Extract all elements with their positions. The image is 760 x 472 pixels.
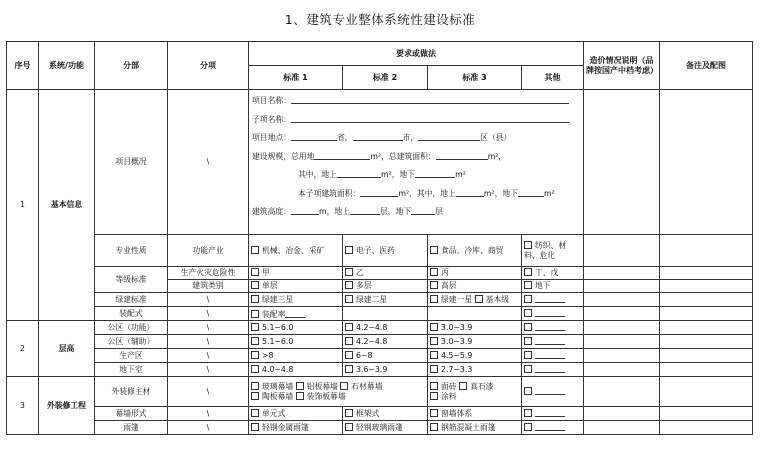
checkbox-icon xyxy=(459,382,467,390)
header-other: 其他 xyxy=(522,66,584,90)
table-row: 等级标准 生产火灾危险性 甲 乙 丙 丁、戊 xyxy=(7,267,753,280)
item-cell: \ xyxy=(168,377,249,407)
checkbox-icon xyxy=(251,281,259,289)
header-standard-1: 标准 1 xyxy=(249,66,343,90)
item-cell: \ xyxy=(168,293,249,307)
part-cell: 项目概况 xyxy=(95,90,168,235)
item-cell: \ xyxy=(168,407,249,421)
checkbox-icon xyxy=(430,337,438,345)
checkbox-icon xyxy=(251,409,259,417)
subitem-area-line: 本子项建筑面积： m²，其中，地上 m²，地下 m² xyxy=(298,188,555,198)
checkbox-icon xyxy=(430,423,438,431)
item-cell: \ xyxy=(168,421,249,435)
checkbox-icon xyxy=(251,365,259,373)
std3-cell: 食品、冷库、商贸 xyxy=(428,235,522,267)
checkbox-icon xyxy=(524,365,532,373)
table-row xyxy=(7,90,753,235)
header-part: 分部 xyxy=(95,42,168,90)
checkbox-icon xyxy=(345,323,353,331)
part-cell: 等级标准 xyxy=(95,267,168,293)
checkbox-icon xyxy=(251,423,259,431)
checkbox-icon xyxy=(345,423,353,431)
part-cell: 专业性质 xyxy=(95,235,168,267)
checkbox-icon xyxy=(251,246,259,254)
header-cost: 造价情况说明（品牌按国产中档考虑） xyxy=(584,42,660,90)
subitem-name-line: 子项名称： xyxy=(252,111,580,130)
table-row: 2 层高 公区（功能） \ 5.1~6.0 4.2~4.8 3.0~3.9 xyxy=(7,321,753,335)
checkbox-icon xyxy=(524,387,532,395)
table-row: 生产区 \ >8 6~8 4.5~5.9 xyxy=(7,349,753,363)
checkbox-icon xyxy=(524,337,532,345)
checkbox-icon xyxy=(524,309,532,317)
item-cell: \ xyxy=(168,321,249,335)
checkbox-icon xyxy=(430,246,438,254)
header-requirements: 要求或做法 xyxy=(249,42,584,66)
table-row: 雨篷 \ 轻钢金属雨篷 轻钢玻璃雨篷 钢筋混凝土雨篷 xyxy=(7,421,753,435)
item-cell: 建筑类别 xyxy=(168,280,249,293)
table-row: 公区（辅助） \ 5.1~6.0 4.2~4.8 3.0~3.9 xyxy=(7,335,753,349)
checkbox-icon xyxy=(430,323,438,331)
table-row: 绿建标准 \ 绿建三星 绿建二星 绿建一星 基本级 xyxy=(7,293,753,307)
part-cell: 公区（功能） xyxy=(95,321,168,335)
checkbox-icon xyxy=(524,323,532,331)
checkbox-icon xyxy=(251,382,259,390)
checkbox-icon xyxy=(430,365,438,373)
header-row xyxy=(7,42,753,66)
header-remark: 备注及配图 xyxy=(660,42,753,90)
checkbox-icon xyxy=(524,295,532,303)
document-title: 1、建筑专业整体系统性建设标准 xyxy=(284,12,476,27)
cost-cell xyxy=(584,90,660,235)
checkbox-icon xyxy=(345,295,353,303)
part-cell: 生产区 xyxy=(95,349,168,363)
project-name-line: 项目名称： xyxy=(252,92,580,111)
checkbox-icon xyxy=(251,295,259,303)
checkbox-icon xyxy=(475,295,483,303)
remark-cell xyxy=(660,90,753,235)
group-system: 基本信息 xyxy=(39,90,95,321)
checkbox-icon xyxy=(345,351,353,359)
group-seq: 3 xyxy=(7,377,39,435)
checkbox-icon xyxy=(524,423,532,431)
header-standard-3: 标准 3 xyxy=(428,66,522,90)
part-cell: 绿建标准 xyxy=(95,293,168,307)
project-overview-cell xyxy=(249,90,584,235)
checkbox-icon xyxy=(524,281,532,289)
scale-line: 建设规模，总用地 m²，总建筑面积： m²， xyxy=(252,151,507,161)
item-cell: \ xyxy=(168,90,249,235)
part-cell: 地下室 xyxy=(95,363,168,377)
checkbox-icon xyxy=(345,337,353,345)
part-cell: 装配式 xyxy=(95,307,168,321)
header-seq: 序号 xyxy=(7,42,39,90)
part-cell: 幕墙形式 xyxy=(95,407,168,421)
item-cell: \ xyxy=(168,363,249,377)
item-cell: 功能产业 xyxy=(168,235,249,267)
std1-cell: 机械、冶金、采矿 xyxy=(249,235,343,267)
group-system: 外装修工程 xyxy=(39,377,95,435)
checkbox-icon xyxy=(345,365,353,373)
checkbox-icon xyxy=(345,246,353,254)
checkbox-icon xyxy=(296,382,304,390)
table-row: 建筑类别 单层 多层 高层 地下 xyxy=(7,280,753,293)
checkbox-icon xyxy=(251,351,259,359)
checkbox-icon xyxy=(430,295,438,303)
location-line: 项目地点： 省， 市， 区（县） xyxy=(252,133,512,142)
table-row: 3 外装修工程 外装修主材 \ 玻璃幕墙 铝板幕墙 石材幕墙 陶板幕墙 装饰板幕墙 面砖 真石漆 涂料 xyxy=(7,377,753,407)
checkbox-icon xyxy=(524,351,532,359)
item-cell: 生产火灾危险性 xyxy=(168,267,249,280)
group-seq: 1 xyxy=(7,90,39,321)
checkbox-icon xyxy=(430,382,438,390)
item-cell: \ xyxy=(168,335,249,349)
checkbox-icon xyxy=(251,323,259,331)
checkbox-icon xyxy=(430,392,438,400)
other-cell: 纺织、材 料、危化 xyxy=(522,235,584,267)
checkbox-icon xyxy=(345,268,353,276)
table-row xyxy=(7,235,753,267)
checkbox-icon xyxy=(296,392,304,400)
checkbox-icon xyxy=(251,392,259,400)
table-row: 装配式 \ 装配率 xyxy=(7,307,753,321)
checkbox-icon xyxy=(251,337,259,345)
table-row: 地下室 \ 4.0~4.8 3.6~3.9 2.7~3.3 xyxy=(7,363,753,377)
height-line: 建筑高度： m，地上 层，地下 层 xyxy=(252,207,443,216)
checkbox-icon xyxy=(345,409,353,417)
checkbox-icon xyxy=(430,409,438,417)
checkbox-icon xyxy=(524,241,532,249)
std2-cell: 电子、医药 xyxy=(343,235,428,267)
part-cell: 雨篷 xyxy=(95,421,168,435)
standards-table xyxy=(6,41,753,435)
checkbox-icon xyxy=(524,409,532,417)
checkbox-icon xyxy=(251,268,259,276)
scale-split-line: 其中，地上 m²，地下 m² xyxy=(298,170,466,179)
part-cell: 外装修主材 xyxy=(95,377,168,407)
header-standard-2: 标准 2 xyxy=(343,66,428,90)
group-system: 层高 xyxy=(39,321,95,377)
checkbox-icon xyxy=(524,268,532,276)
checkbox-icon xyxy=(340,382,348,390)
checkbox-icon xyxy=(251,310,259,318)
table-row: 幕墙形式 \ 单元式 框架式 窗墙体系 xyxy=(7,407,753,421)
checkbox-icon xyxy=(430,351,438,359)
checkbox-icon xyxy=(345,281,353,289)
header-system: 系统/功能 xyxy=(39,42,95,90)
item-cell: \ xyxy=(168,307,249,321)
group-seq: 2 xyxy=(7,321,39,377)
header-item: 分项 xyxy=(168,42,249,90)
checkbox-icon xyxy=(430,268,438,276)
facade-materials-cell: 玻璃幕墙 铝板幕墙 石材幕墙 陶板幕墙 装饰板幕墙 xyxy=(249,377,428,407)
checkbox-icon xyxy=(430,281,438,289)
part-cell: 公区（辅助） xyxy=(95,335,168,349)
item-cell: \ xyxy=(168,349,249,363)
